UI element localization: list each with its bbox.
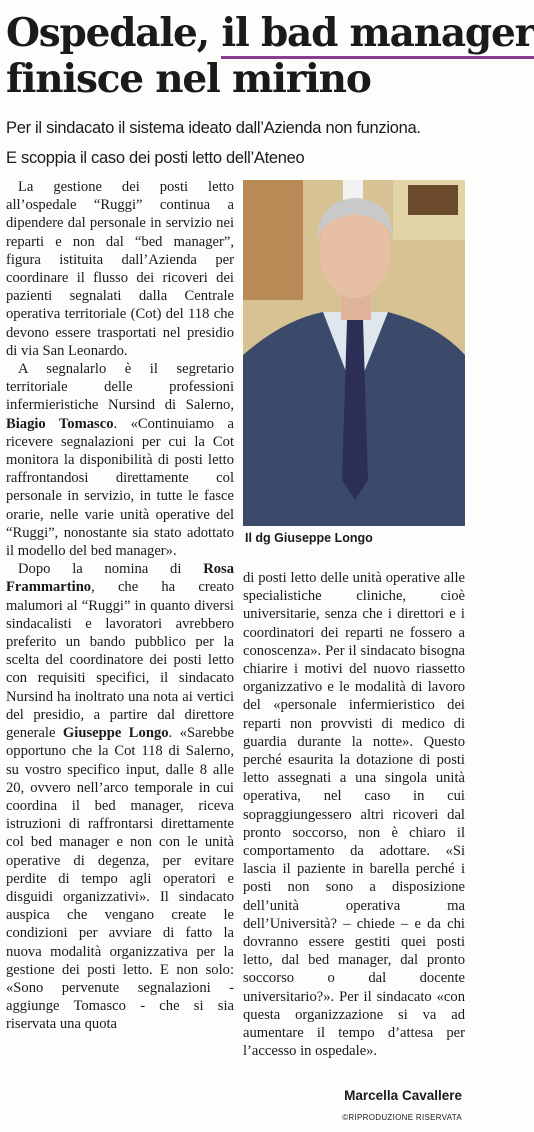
copyright-notice: ©RIPRODUZIONE RISERVATA bbox=[342, 1113, 462, 1122]
headline-part-1: Ospedale, bbox=[6, 10, 222, 56]
paragraph-4: di posti letto delle unità operative alle specialistiche cliniche, cioè universitarie, senza che i direttori e i coordinatori dei reparti ne fossero a conoscenza». Per il sindacato bisogna chiarire i motivi del nuovo riassetto organizzativo e le modalità di lavoro del «personale infermieristico dei reparti non provvisti di medico di guardia durante la notte». Questo perché esaurita la dotazione di posti letto assegnati a una singola unità operativa, nel caso in cui sopraggiungessero altri ricoveri dal pronto soccorso, non è chiaro il comportamento da adottare. «Si lascia il paziente in barella perché i posti non sono a disposizione dell’unità operativa ma dell’Università? – chiede – e da chi dovranno essere gestiti quei posti letto, dal bed manager, dal pronto soccorso o dal docente universitario?». Per il sindacato «con questa organizzazione si va ad aumentare il tempo d’attesa per l’accesso in ospedale». bbox=[243, 570, 465, 1060]
subheadline-line-1: Per il sindacato il sistema ideato dall’Azienda non funziona. bbox=[6, 119, 421, 137]
article-column-1 bbox=[6, 178, 234, 1130]
headline-highlight: il bad manager bbox=[221, 10, 534, 59]
portrait-photo bbox=[243, 180, 465, 526]
subheadline-line-2: E scoppia il caso dei posti letto dell’Ateneo bbox=[6, 149, 305, 167]
portrait-image bbox=[243, 180, 465, 526]
paragraph-3: Dopo la nomina di Rosa Frammartino, che ha creato malumori al “Ruggi” in quanto diversi sindacalisti e lavoratori avrebbero preferito un bando pubblico per la scelta del coordinatore dei posti letto con requisiti specifici, il sindacato Nursind ha inoltrato una nota ai vertici del presidio, a partire dal direttore generale Giuseppe Longo. «Sarebbe opportuno che la Cot 118 di Salerno, su vostro specifico input, dalle 8 alle 20, ovvero nell’arco temporale in cui coordina il bed manager, riceva istruzioni di raffrontarsi direttamente col bed manager e non con le unità operative di degenza, per evitare perdite di tempo agli operatori e disguidi organizzativi». Il sindacato auspica che vengano create le condizioni per avviare di fatto la nuova modalità organizzativa per la gestione dei posti letto. E non solo: «Sono pervenute segnalazioni - aggiunge Tomasco - che si sia riservata una quota bbox=[6, 561, 234, 1033]
author-signature: Marcella Cavallere bbox=[344, 1088, 462, 1103]
person-name: Rosa Frammartino bbox=[6, 561, 234, 596]
person-name: Giuseppe Longo bbox=[62, 725, 169, 742]
article-column-2 bbox=[243, 569, 465, 1089]
headline bbox=[6, 10, 534, 102]
photo-caption: Il dg Giuseppe Longo bbox=[245, 531, 373, 545]
headline-line-2: finisce nel mirino bbox=[6, 56, 371, 102]
paragraph-2: A segnalarlo è il segretario territoriale delle professioni infermieristiche Nursind di Salerno, Biagio Tomasco. «Continuiamo a ricevere segnalazioni per cui la Cot monitora la disponibilità di posti letto raffrontandosi direttamente col personale in servizio, in tutte le fasce orarie, nelle varie unità operative del “Ruggi”, nonostante sia stato adottato il modello del bed manager». bbox=[6, 361, 234, 560]
paragraph-1: La gestione dei posti letto all’ospedale “Ruggi” continua a dipendere dal personale in servizio nei reparti e non dal “bed manager”, figura istituita dall’Azienda per coordinare il flusso dei ricoveri dei pazienti segnalati dalla Centrale operativa territoriale (Cot) del 118 che devono essere trasportati nel presidio di via San Leonardo. bbox=[6, 179, 234, 359]
person-name: Biagio Tomasco bbox=[6, 415, 114, 432]
